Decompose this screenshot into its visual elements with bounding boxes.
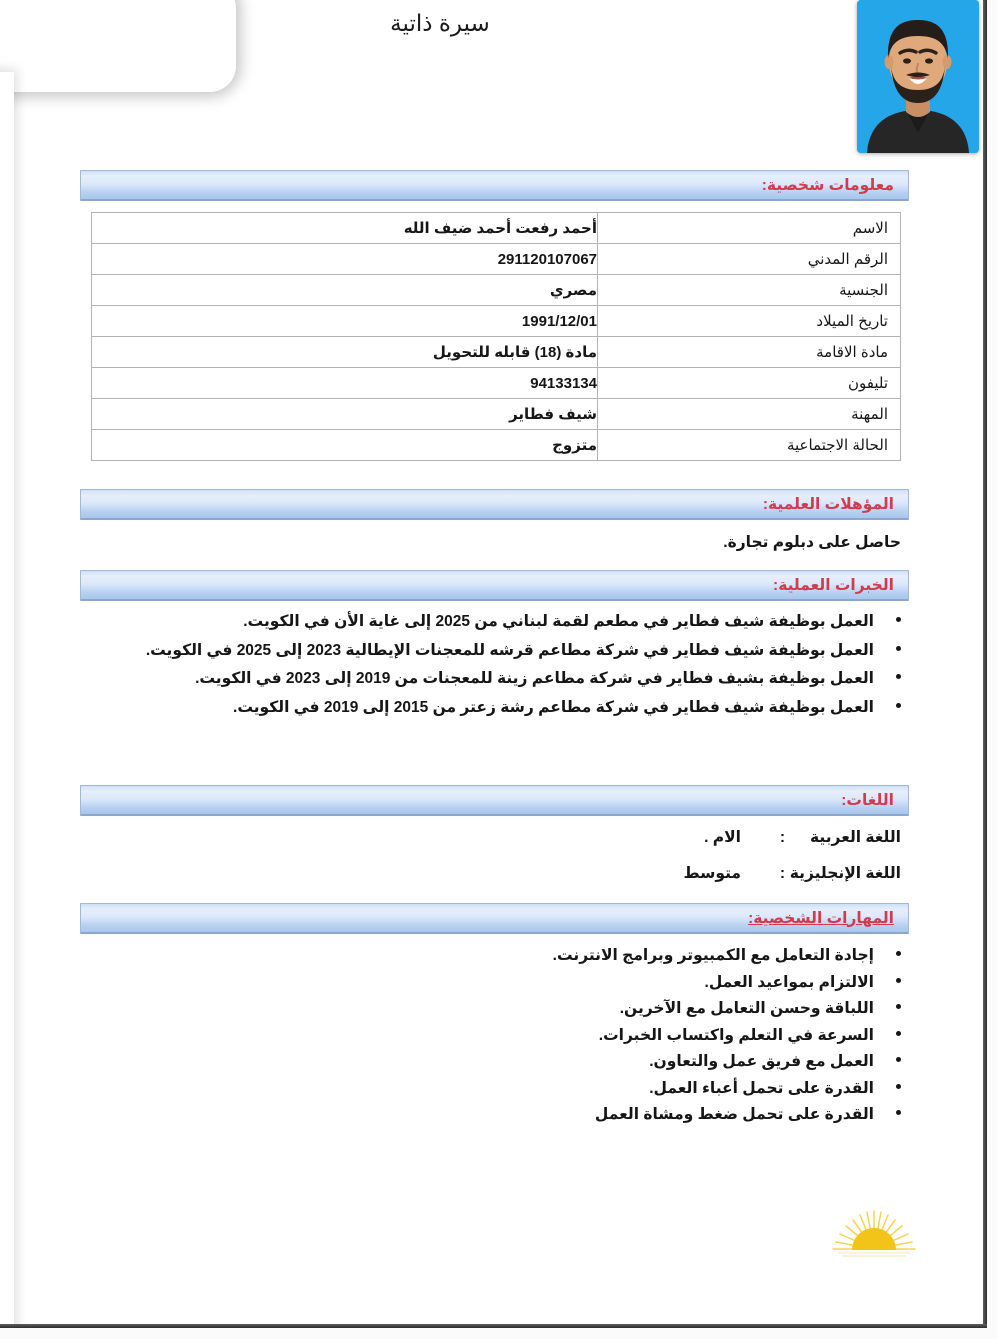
bullet-icon — [896, 674, 901, 679]
experience-list — [111, 614, 901, 728]
info-value: 94133134 — [92, 368, 598, 399]
experience-item — [111, 671, 901, 687]
experience-item — [111, 614, 901, 630]
skill-item-text: الالتزام بمواعيد العمل. — [704, 973, 874, 991]
experience-item — [111, 700, 901, 716]
info-value: متزوج — [92, 430, 598, 461]
info-key: تاريخ الميلاد — [598, 306, 901, 337]
section-header-personal-info-label: معلومات شخصية: — [761, 176, 894, 194]
page-title: سيرة ذاتية — [390, 10, 490, 36]
qualifications-text: حاصل على دبلوم تجارة. — [723, 534, 901, 551]
section-header-skills — [80, 903, 909, 934]
table-row — [92, 368, 901, 399]
info-value: 291120107067 — [92, 244, 598, 275]
table-row — [92, 306, 901, 337]
personal-info-table — [91, 212, 901, 461]
table-row — [92, 399, 901, 430]
skill-item — [111, 1028, 901, 1044]
skill-item-text: إجادة التعامل مع الكمبيوتر وبرامج الانترنت. — [552, 947, 874, 964]
info-key: الاسم — [598, 213, 901, 244]
section-header-qualifications — [80, 489, 909, 520]
language-row — [684, 864, 901, 883]
language-separator: : — [779, 829, 785, 846]
skill-item — [111, 1054, 901, 1070]
skill-item — [111, 1001, 901, 1017]
applicant-photo — [857, 0, 979, 153]
language-name: اللغة الإنجليزية — [789, 865, 901, 882]
bullet-icon — [896, 978, 901, 983]
section-header-experience — [80, 570, 909, 601]
bullet-icon — [896, 1031, 901, 1036]
section-header-experience-label: الخبرات العملية: — [773, 576, 894, 594]
section-header-languages — [80, 785, 909, 816]
info-key: الجنسية — [598, 275, 901, 306]
skill-item-text: العمل مع فريق عمل والتعاون. — [649, 1053, 874, 1070]
section-header-languages-label: اللغات: — [841, 791, 894, 809]
page-outside-right — [987, 0, 997, 1339]
page-outside-bottom — [0, 1328, 997, 1339]
bullet-icon — [896, 1110, 901, 1115]
sunrise-logo-icon — [826, 1209, 922, 1267]
table-row — [92, 244, 901, 275]
info-value: مادة (18) قابله للتحويل — [92, 337, 598, 368]
experience-item-text: العمل بوظيفة شيف فطاير في شركة مطاعم رشة زعتر من 2015 إلى 2019 في الكويت. — [233, 698, 874, 716]
experience-item-text: العمل بوظيفة شيف فطاير في مطعم لقمة لبناني من 2025 إلى غاية الأن في الكويت. — [243, 613, 874, 630]
experience-item-text: العمل بوظيفة شيف فطاير في شركة مطاعم قرشه للمعجنات الإيطالية 2023 إلى 2025 في الكويت. — [145, 641, 874, 659]
table-row — [92, 430, 901, 461]
page-border-right — [983, 0, 987, 1324]
info-key: مادة الاقامة — [598, 337, 901, 368]
section-header-skills-label: المهارات الشخصية: — [748, 909, 894, 927]
bullet-icon — [896, 646, 901, 651]
info-value: أحمد رفعت أحمد ضيف الله — [92, 213, 598, 244]
skill-item-text: اللباقة وحسن التعامل مع الآخرين. — [619, 1000, 874, 1017]
skill-item — [111, 1107, 901, 1123]
bullet-icon — [896, 617, 901, 622]
table-row — [92, 213, 901, 244]
info-value: مصري — [92, 275, 598, 306]
language-level: الام . — [704, 829, 741, 846]
skill-item-text: القدرة على تحمل أعباء العمل. — [649, 1079, 874, 1097]
bullet-icon — [896, 1004, 901, 1009]
skill-item — [111, 948, 901, 964]
info-key: المهنة — [598, 399, 901, 430]
info-key: الرقم المدني — [598, 244, 901, 275]
experience-item — [111, 643, 901, 659]
skills-list — [111, 948, 901, 1134]
section-header-qualifications-label: المؤهلات العلمية: — [762, 495, 894, 513]
language-separator: : — [779, 865, 785, 882]
language-level: متوسط — [683, 865, 741, 882]
bullet-icon — [896, 951, 901, 956]
experience-item-text: العمل بوظيفة بشيف فطاير في شركة مطاعم زينة للمعجنات من 2019 إلى 2023 في الكويت. — [195, 670, 874, 687]
skill-item — [111, 1081, 901, 1097]
info-key: الحالة الاجتماعية — [598, 430, 901, 461]
page-left-edge-shadow — [0, 72, 14, 1339]
skill-item-text: السرعة في التعلم واكتساب الخبرات. — [598, 1026, 874, 1044]
section-header-personal-info — [80, 170, 909, 201]
bullet-icon — [896, 1057, 901, 1062]
page-border-bottom — [0, 1324, 987, 1328]
language-row — [704, 828, 901, 847]
skill-item — [111, 975, 901, 991]
info-value: شيف فطاير — [92, 399, 598, 430]
table-row — [92, 337, 901, 368]
bullet-icon — [896, 703, 901, 708]
language-name: اللغة العربية — [810, 829, 901, 846]
info-value: 1991/12/01 — [92, 306, 598, 337]
skill-item-text: القدرة على تحمل ضغط ومشاة العمل — [594, 1106, 874, 1123]
info-key: تليفون — [598, 368, 901, 399]
table-row — [92, 275, 901, 306]
bullet-icon — [896, 1084, 901, 1089]
